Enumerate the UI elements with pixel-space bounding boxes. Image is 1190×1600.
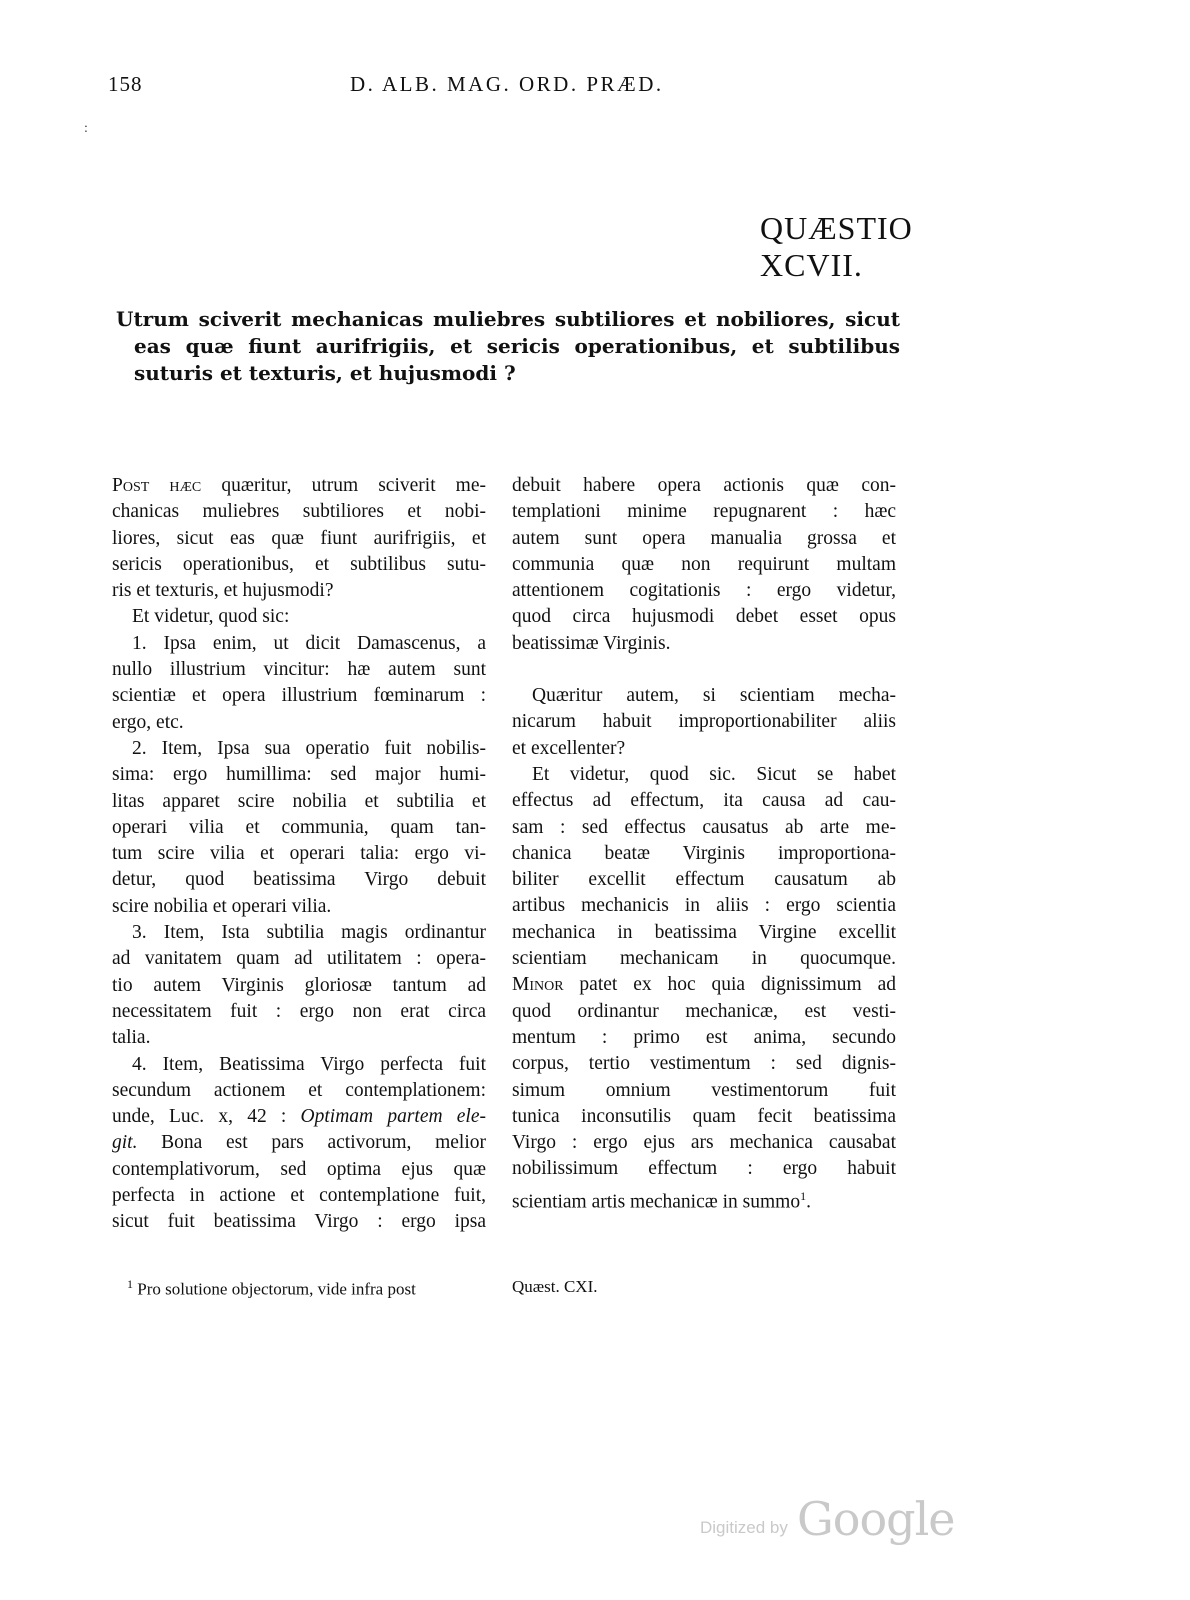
text-line [112, 815, 486, 841]
line-text: operari vilia et communia, quam tan- [112, 816, 486, 838]
line-text: corpus, tertio vestimentum : sed dignis- [512, 1053, 896, 1075]
line-text: sicut fuit beatissima Virgo : ergo ipsa [112, 1211, 486, 1233]
text-line [112, 683, 486, 709]
small-caps-lead: Post hæc [112, 475, 202, 496]
running-title: D. ALB. MAG. ORD. PRÆD. [350, 72, 664, 96]
line-text: liores, sicut eas quæ fiunt aurifrigiis, et [112, 527, 486, 549]
text-line [512, 1025, 896, 1051]
line-text: tunica inconsutilis quam fecit beatissima [512, 1105, 896, 1127]
line-text: autem sunt opera manualia grossa et [512, 527, 896, 549]
line-text: unde, Luc. x, 42 : [112, 1106, 301, 1128]
text-line [112, 894, 486, 920]
footnote [127, 1277, 416, 1300]
line-text: scire nobilia et operari vilia. [112, 895, 332, 917]
line-text: attentionem cogitationis : ergo videtur, [512, 580, 896, 602]
question-heading [116, 306, 900, 387]
line-text: mentum : primo est anima, secundo [512, 1026, 896, 1048]
text-line [512, 815, 896, 841]
line-text: ad vanitatem quam ad utilitatem : opera- [112, 948, 486, 970]
heading-line: Utrum sciverit mechanicas muliebres subtiliores et nobiliores, sicut [116, 307, 900, 331]
line-text: Bona est pars activorum, melior [137, 1132, 486, 1154]
line-text: 2. Item, Ipsa sua operatio fuit nobilis- [132, 737, 486, 759]
heading-line: eas quæ fiunt aurifrigiis, et sericis operationibus, et subtilibus [134, 334, 900, 358]
text-line [112, 736, 486, 762]
footnote-marker: 1 [127, 1277, 133, 1291]
text-line [512, 893, 896, 919]
text-line [112, 604, 486, 630]
text-line [112, 526, 486, 552]
line-text: artibus mechanicis in aliis : ergo scientia [512, 895, 896, 917]
footnote-ref: 1 [800, 1188, 807, 1203]
line-text: litas apparet scire nobilia et subtilia et [112, 790, 486, 812]
text-line [112, 631, 486, 657]
line-text: communia quæ non requirunt multam [512, 553, 896, 575]
line-text: tio autem Virginis gloriosæ tantum ad [112, 974, 486, 996]
line-text: Et videtur, quod sic. Sicut se habet [532, 763, 896, 785]
heading-line: suturis et texturis, et hujusmodi ? [134, 361, 516, 385]
line-text: debuit habere opera actionis quæ con- [512, 475, 896, 496]
text-line [512, 1183, 896, 1216]
line-text: secundum actionem et contemplationem: [112, 1079, 486, 1101]
text-line [512, 1104, 896, 1130]
text-line [112, 999, 486, 1025]
line-text: quæritur, utrum sciverit me- [201, 475, 486, 496]
text-line [112, 973, 486, 999]
text-line [512, 1078, 896, 1104]
line-text: chanicas muliebres subtiliores et nobi- [112, 501, 486, 523]
text-line [512, 709, 896, 735]
text-line [112, 473, 486, 499]
line-text: 4. Item, Beatissima Virgo perfecta fuit [132, 1053, 486, 1075]
small-caps-lead: Minor [512, 974, 564, 996]
text-line [112, 841, 486, 867]
text-line [112, 1078, 486, 1104]
page-number: 158 [108, 72, 143, 96]
text-line [512, 736, 896, 762]
text-line [112, 920, 486, 946]
text-line [112, 1104, 486, 1130]
line-text: 3. Item, Ista subtilia magis ordinantur [132, 922, 486, 944]
text-line [512, 1051, 896, 1077]
line-text: et excellenter? [512, 737, 626, 759]
text-line [512, 631, 896, 657]
italic-text: Optimam partem ele- [300, 1106, 486, 1128]
line-text: tum scire vilia et operari talia: ergo vi- [112, 843, 486, 865]
line-text: Et videtur, quod sic: [132, 606, 290, 628]
line-text: mechanica in beatissima Virgine excellit [512, 921, 896, 943]
text-line [512, 499, 896, 525]
text-line [112, 867, 486, 893]
scan-speck: : [84, 121, 88, 136]
line-text: contemplativorum, sed optima ejus quæ [112, 1158, 486, 1180]
digitized-by-text: Digitized by [700, 1518, 788, 1537]
left-column [112, 473, 486, 1236]
right-column [512, 473, 896, 1216]
line-text: Quæritur autem, si scientiam mecha- [532, 685, 896, 707]
footnote-continuation: Quæst. CXI. [512, 1277, 598, 1296]
text-line [512, 526, 896, 552]
text-line [512, 473, 896, 499]
text-line [112, 789, 486, 815]
text-line [112, 1025, 486, 1051]
text-line [512, 920, 896, 946]
text-line [512, 552, 896, 578]
line-text: scientiam mechanicam in quocumque. [512, 948, 896, 970]
line-text: sericis operationibus, et subtilibus sutu- [112, 553, 486, 575]
line-text: ergo, etc. [112, 711, 184, 733]
line-text: nullo illustrium vincitur: hæ autem sunt [112, 659, 486, 681]
text-line [512, 1130, 896, 1156]
text-line [112, 1130, 486, 1156]
question-title-text: QUÆSTIO XCVII. [760, 210, 913, 283]
line-text: quod circa hujusmodi debet esset opus [512, 606, 896, 628]
text-line [112, 552, 486, 578]
text-line [112, 578, 486, 604]
line-text: patet ex hoc quia dignissimum ad [563, 974, 896, 996]
italic-text: git. [112, 1132, 138, 1154]
line-text: perfecta in actione et contemplatione fuit, [112, 1185, 486, 1207]
line-text: talia. [112, 1027, 151, 1049]
text-line [512, 788, 896, 814]
line-text: biliter excellit effectum causatum ab [512, 869, 896, 891]
question-title [0, 210, 1020, 284]
text-line [512, 972, 896, 998]
line-text: nobilissimum effectum : ergo habuit [512, 1158, 896, 1180]
line-text: 1. Ipsa enim, ut dicit Damascenus, a [132, 632, 486, 654]
line-text: sima: ergo humillima: sed major humi- [112, 764, 486, 786]
text-line [112, 1157, 486, 1183]
text-line [112, 946, 486, 972]
line-text: nicarum habuit improportionabiliter aliis [512, 711, 896, 733]
line-text: ris et texturis, et hujusmodi? [112, 580, 334, 602]
text-line [112, 1183, 486, 1209]
text-line [112, 762, 486, 788]
text-line [512, 999, 896, 1025]
text-line [512, 867, 896, 893]
text-line [112, 710, 486, 736]
running-head [0, 72, 1190, 102]
line-text: Virgo : ergo ejus ars mechanica causabat [512, 1132, 896, 1154]
line-tail: . [806, 1191, 811, 1213]
line-text: quod ordinantur mechanicæ, est vesti- [512, 1000, 896, 1022]
text-line [112, 1052, 486, 1078]
text-line [112, 657, 486, 683]
line-text: scientiam artis mechanicæ in summo [512, 1191, 801, 1213]
text-line [112, 499, 486, 525]
line-text: chanica beatæ Virginis improportiona- [512, 842, 896, 864]
google-logo: Google [797, 1492, 955, 1546]
text-line [112, 1209, 486, 1235]
line-text: effectus ad effectum, ita causa ad cau- [512, 790, 896, 812]
line-text: beatissimæ Virginis. [512, 632, 671, 654]
text-line [512, 578, 896, 604]
text-line [512, 841, 896, 867]
text-line [512, 683, 896, 709]
line-text: simum omnium vestimentorum fuit [512, 1079, 896, 1101]
line-text: detur, quod beatissima Virgo debuit [112, 869, 486, 891]
text-line [512, 1156, 896, 1182]
text-line [512, 946, 896, 972]
footnote-text: Pro solutione objectorum, vide infra post [137, 1279, 416, 1299]
line-text: necessitatem fuit : ergo non erat circa [112, 1000, 486, 1022]
line-text: sam : sed effectus causatus ab arte me- [512, 816, 896, 838]
line-text: templationi minime repugnarent : hæc [512, 501, 896, 523]
line-text: scientiæ et opera illustrium fœminarum : [112, 685, 486, 707]
text-line [512, 604, 896, 630]
paragraph-gap [512, 657, 896, 683]
text-line [512, 762, 896, 788]
